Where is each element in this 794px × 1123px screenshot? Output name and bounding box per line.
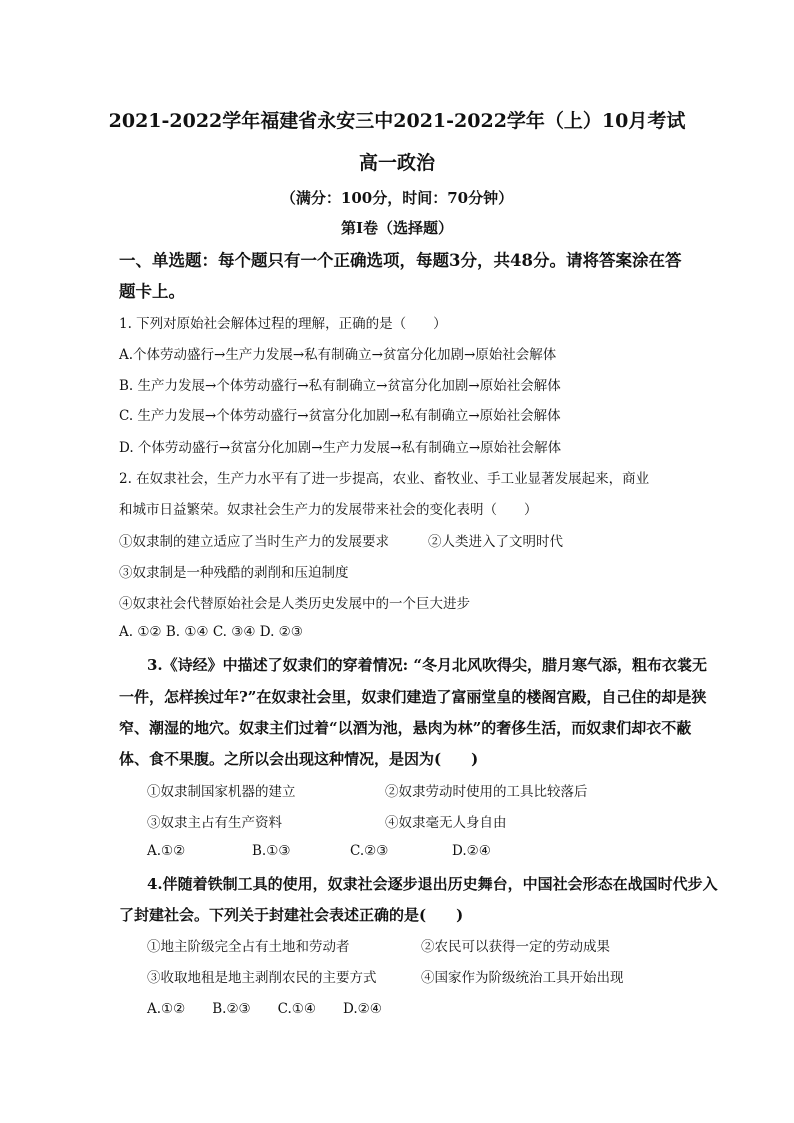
q3-option-b: B.①③	[252, 843, 291, 859]
q2-item-4: ④奴隶社会代替原始社会是人类历史发展中的一个巨大进步	[119, 596, 470, 612]
q2-item-3: ③奴隶制是一种残酷的剥削和压迫制度	[119, 565, 349, 581]
q3-option-c: C.②③	[350, 843, 389, 859]
q4-item-3: ③收取地租是地主剥削农民的主要方式	[147, 970, 377, 986]
q4-item-4: ④国家作为阶级统治工具开始出现	[421, 970, 624, 986]
subject-title: 高一政治	[358, 152, 435, 174]
exam-title: 2021-2022学年福建省永安三中2021-2022学年（上）10月考试	[108, 110, 686, 132]
q2-item-2: ②人类进入了文明时代	[428, 534, 563, 550]
q3-item-2: ②奴隶劳动时使用的工具比较落后	[385, 784, 588, 800]
q4-stem-line2: 了封建社会。下列关于封建社会表述正确的是( )	[119, 906, 464, 924]
q1-stem: 1. 下列对原始社会解体过程的理解，正确的是（ ）	[119, 316, 447, 332]
q4-options: A.①② B.②③ C.①④ D.②④	[147, 1001, 382, 1017]
q4-item-2: ②农民可以获得一定的劳动成果	[421, 939, 610, 955]
q3-stem-line1: 3.《诗经》中描述了奴隶们的穿着情况: “冬月北风吹得尖，腊月寒气添，粗布衣裳无	[147, 656, 708, 674]
q2-options: A. ①② B. ①④ C. ③④ D. ②③	[119, 624, 303, 640]
q3-stem-line2: 一件，怎样挨过年?”在奴隶社会里，奴隶们建造了富丽堂皇的楼阁宫殿，自己住的却是狭	[119, 688, 707, 706]
q1-option-d: D. 个体劳动盛行→贫富分化加剧→生产力发展→私有制确立→原始社会解体	[119, 440, 562, 456]
q3-item-1: ①奴隶制国家机器的建立	[147, 784, 296, 800]
section-instruction-line1: 一、单选题：每个题只有一个正确选项，每题3分，共48分。请将答案涂在答	[119, 251, 682, 270]
q2-stem-line2: 和城市日益繁荣。奴隶社会生产力的发展带来社会的变化表明（ ）	[119, 502, 538, 518]
q1-option-c: C. 生产力发展→个体劳动盛行→贫富分化加剧→私有制确立→原始社会解体	[119, 408, 561, 424]
exam-meta: （满分：100分，时间：70分钟）	[280, 189, 514, 207]
volume-heading: 第Ⅰ卷（选择题）	[340, 219, 454, 237]
q1-option-a: A.个体劳动盛行→生产力发展→私有制确立→贫富分化加剧→原始社会解体	[119, 347, 557, 363]
q3-stem-line4: 体、食不果腹。之所以会出现这种情况，是因为( )	[119, 750, 479, 768]
q3-item-3: ③奴隶主占有生产资料	[147, 815, 282, 831]
q3-stem-line3: 窄、潮湿的地穴。奴隶主们过着“以酒为池，悬肉为林”的奢侈生活，而奴隶们却衣不蔽	[119, 719, 692, 737]
q2-stem-line1: 2. 在奴隶社会，生产力水平有了进一步提高，农业、畜牧业、手工业显著发展起来，商业	[119, 471, 650, 487]
section-instruction-line2: 题卡上。	[119, 282, 185, 301]
q3-option-d: D.②④	[452, 843, 491, 859]
q3-option-a: A.①②	[147, 843, 186, 859]
q1-option-b: B. 生产力发展→个体劳动盛行→私有制确立→贫富分化加剧→原始社会解体	[119, 378, 561, 394]
q3-item-4: ④奴隶毫无人身自由	[385, 815, 507, 831]
q4-stem-line1: 4.伴随着铁制工具的使用，奴隶社会逐步退出历史舞台，中国社会形态在战国时代步入	[147, 875, 718, 893]
q2-item-1: ①奴隶制的建立适应了当时生产力的发展要求	[119, 534, 389, 550]
q4-item-1: ①地主阶级完全占有土地和劳动者	[147, 939, 350, 955]
